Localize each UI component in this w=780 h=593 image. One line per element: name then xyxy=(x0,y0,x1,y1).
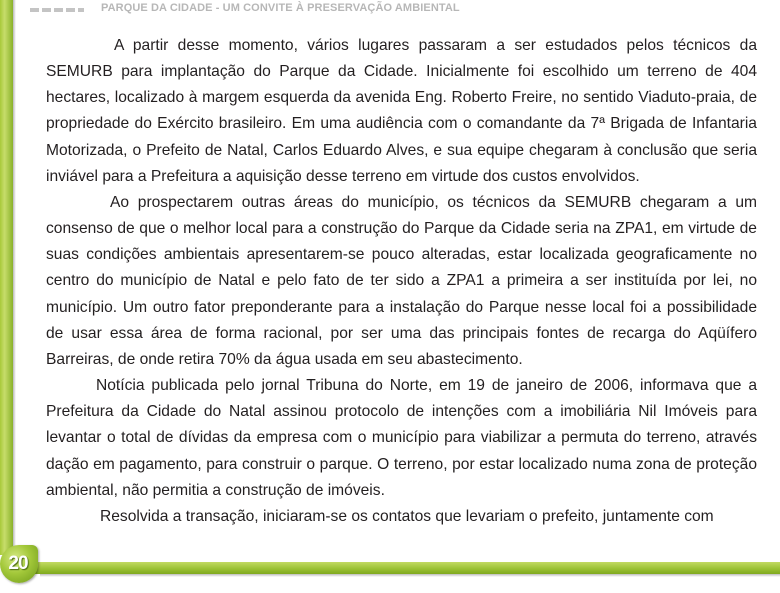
header-dash-ornament xyxy=(30,8,84,12)
paragraph-3: Notícia publicada pelo jornal Tribuna do Norte, em 19 de janeiro de 2006, informava que a Prefeitura da Cidade do Natal assinou protocolo de intenções com a imobiliária Nil Imóveis para levantar o total de dívidas da empresa com o município para viabilizar a permuta do terreno, através dação em pagamento, para construir o parque. O terreno, por estar localizado numa zona de proteção ambiental, não permitia a construção de imóveis. xyxy=(46,377,757,499)
left-green-bar xyxy=(0,0,13,555)
bottom-green-bar xyxy=(12,562,780,574)
bottom-bar-shadow xyxy=(40,574,780,577)
running-header: PARQUE DA CIDADE - UM CONVITE À PRESERVAÇÃO AMBIENTAL xyxy=(101,2,460,14)
paragraph-1: A partir desse momento, vários lugares passaram a ser estudados pelos técnicos da SEMURB para implantação do Parque da Cidade. Inicialmente foi escolhido um terreno de 404 hectares, localizado à margem esquerda da avenida Eng. Roberto Freire, no sentido Viaduto-praia, de propriedade do Exército brasileiro. Em uma audiência com o comandante da 7ª Brigada de Infantaria Motorizada, o Prefeito de Natal, Carlos Eduardo Alves, e sua equipe chegaram à conclusão que seria inviável para a Prefeitura a aquisição desse terreno em virtude dos custos envolvidos. xyxy=(46,37,757,185)
paragraph-2: Ao prospectarem outras áreas do município, os técnicos da SEMURB chegaram a um consenso de que o melhor local para a construção do Parque da Cidade seria na ZPA1, em virtude de suas condições ambientais apresentarem-se pouco alteradas, estar localizada geograficamente no centro do município de Natal e pelo fato de ter sido a ZPA1 a primeira a ser instituída por lei, no município. Um outro fator preponderante para a instalação do Parque nesse local foi a possibilidade de usar essa área de forma racional, por ser uma das principais fontes de recarga do Aqüífero Barreiras, de onde retira 70% da água usada em seu abastecimento. xyxy=(46,193,757,368)
body-text xyxy=(46,33,757,530)
page-number: 20 xyxy=(8,553,28,574)
left-bar-shadow xyxy=(13,0,16,555)
paragraph-4: Resolvida a transação, iniciaram-se os contatos que levariam o prefeito, juntamente com xyxy=(100,507,714,525)
